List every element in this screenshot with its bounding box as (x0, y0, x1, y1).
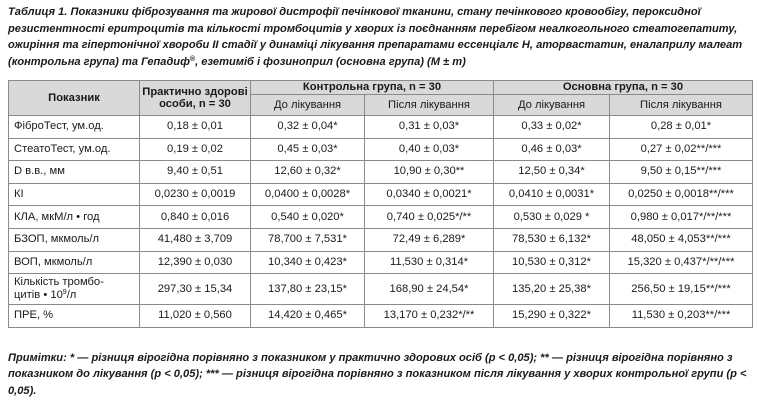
table-notes (8, 350, 752, 399)
cell-value: 78,700 ± 7,531* (251, 228, 365, 251)
row-label: ПРЕ, % (9, 305, 140, 328)
cell-value: 9,40 ± 0,51 (140, 161, 251, 184)
row-label: ФіброТест, ум.од. (9, 116, 140, 139)
cell-value: 0,18 ± 0,01 (140, 116, 251, 139)
table-row (9, 161, 753, 184)
cell-value: 297,30 ± 15,34 (140, 274, 251, 305)
header-row-1 (9, 81, 753, 95)
row-label: ВОП, мкмоль/л (9, 251, 140, 274)
cell-value: 256,50 ± 19,15**/*** (610, 274, 753, 305)
cell-value: 137,80 ± 23,15* (251, 274, 365, 305)
caption-text: Показники фіброзування та жирової дистрофії печінкової тканини, стану печінкового кровообігу, пероксидної резистентності еритроцитів та кількості тромбоцитів у хворих із поєднанням перебігом неалкогольного стеатогепатиту, ожиріння та гіпертонічної хвороби II стадії у динаміці лікування препаратами ессенціалє Н, аторвастатин, еналаприлу малеат (контрольна група) та Гепадиф (8, 6, 743, 68)
cell-value: 13,170 ± 0,232*/** (365, 305, 494, 328)
header-main-before: До лікування (494, 95, 610, 116)
cell-value: 14,420 ± 0,465* (251, 305, 365, 328)
row-label-exponent: 9 (62, 289, 67, 297)
cell-value: 0,740 ± 0,025*/** (365, 206, 494, 229)
header-control-after: Після лікування (365, 95, 494, 116)
header-healthy: Практично здорові особи, n = 30 (140, 81, 251, 116)
table-row (9, 138, 753, 161)
cell-value: 15,290 ± 0,322* (494, 305, 610, 328)
caption-suffix: , езетиміб і фозиноприл (основна група) (M ± m) (195, 55, 466, 68)
cell-value: 135,20 ± 25,38* (494, 274, 610, 305)
cell-value: 78,530 ± 6,132* (494, 228, 610, 251)
cell-value: 12,390 ± 0,030 (140, 251, 251, 274)
caption-prefix: Таблиця 1. (8, 6, 68, 18)
row-label: D в.в., мм (9, 161, 140, 184)
header-control-group: Контрольна група, n = 30 (251, 81, 494, 95)
row-label-unit: /л (66, 289, 77, 302)
cell-value: 0,540 ± 0,020* (251, 206, 365, 229)
cell-value: 0,530 ± 0,029 * (494, 206, 610, 229)
cell-value: 0,40 ± 0,03* (365, 138, 494, 161)
cell-value: 48,050 ± 4,053**/*** (610, 228, 753, 251)
cell-value: 0,33 ± 0,02* (494, 116, 610, 139)
cell-value: 11,530 ± 0,314* (365, 251, 494, 274)
cell-value: 0,840 ± 0,016 (140, 206, 251, 229)
cell-value: 0,27 ± 0,02**/*** (610, 138, 753, 161)
header-main-after: Після лікування (610, 95, 753, 116)
cell-value: 0,28 ± 0,01* (610, 116, 753, 139)
cell-value: 0,0410 ± 0,0031* (494, 183, 610, 206)
results-table (8, 80, 753, 328)
registered-mark: ® (189, 55, 196, 63)
table-row (9, 183, 753, 206)
cell-value: 0,980 ± 0,017*/**/*** (610, 206, 753, 229)
cell-value: 11,020 ± 0,560 (140, 305, 251, 328)
row-label-line1: Кількість тромбо- (14, 276, 104, 289)
notes-lead: Примітки: (8, 352, 67, 364)
table-row (9, 228, 753, 251)
cell-value: 0,45 ± 0,03* (251, 138, 365, 161)
cell-value: 0,32 ± 0,04* (251, 116, 365, 139)
header-control-before: До лікування (251, 95, 365, 116)
row-label: КІ (9, 183, 140, 206)
cell-value: 0,0400 ± 0,0028* (251, 183, 365, 206)
table-row (9, 116, 753, 139)
cell-value: 11,530 ± 0,203**/*** (610, 305, 753, 328)
cell-value: 0,0250 ± 0,0018**/*** (610, 183, 753, 206)
cell-value: 0,31 ± 0,03* (365, 116, 494, 139)
table-row (9, 274, 753, 305)
table-row (9, 206, 753, 229)
cell-value: 12,60 ± 0,32* (251, 161, 365, 184)
row-label: СтеатоТест, ум.од. (9, 138, 140, 161)
table-row (9, 305, 753, 328)
cell-value: 0,0340 ± 0,0021* (365, 183, 494, 206)
cell-value: 0,46 ± 0,03* (494, 138, 610, 161)
cell-value: 72,49 ± 6,289* (365, 228, 494, 251)
cell-value: 41,480 ± 3,709 (140, 228, 251, 251)
row-label (9, 274, 140, 305)
cell-value: 0,0230 ± 0,0019 (140, 183, 251, 206)
row-label: БЗОП, мкмоль/л (9, 228, 140, 251)
cell-value: 15,320 ± 0,437*/**/*** (610, 251, 753, 274)
header-main-group: Основна група, n = 30 (494, 81, 753, 95)
cell-value: 10,530 ± 0,312* (494, 251, 610, 274)
row-label-line2: цитів • 10 (14, 289, 63, 302)
cell-value: 9,50 ± 0,15**/*** (610, 161, 753, 184)
cell-value: 168,90 ± 24,54* (365, 274, 494, 305)
cell-value: 12,50 ± 0,34* (494, 161, 610, 184)
row-label: КЛА, мкМ/л • год (9, 206, 140, 229)
cell-value: 10,340 ± 0,423* (251, 251, 365, 274)
table-caption (8, 4, 752, 70)
cell-value: 0,19 ± 0,02 (140, 138, 251, 161)
header-indicator: Показник (9, 81, 140, 116)
cell-value: 10,90 ± 0,30** (365, 161, 494, 184)
notes-text: * — різниця вірогідна порівняно з показником у практично здорових осіб (р < 0,05); ** — різниця вірогідна порівняно з показником до лікування (р < 0,05); *** — різниця вірогідна порівняно з показником після лікування у хворих контрольної групи (р < 0,05). (8, 352, 747, 397)
table-row (9, 251, 753, 274)
